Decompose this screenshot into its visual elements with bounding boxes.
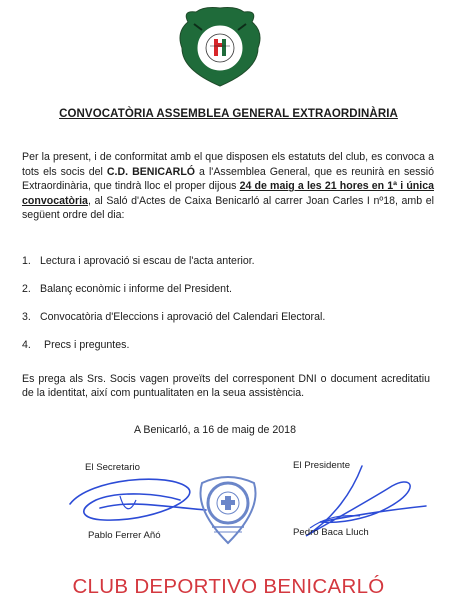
agenda-item-text: Convocatòria d'Eleccions i aprovació del Calendari Electoral. [40, 311, 326, 323]
closing-paragraph: Es prega als Srs. Socis vagen proveïts del corresponent DNI o document acreditatiu de la identitat, així com puntualitaten en la seua assistència. [22, 373, 430, 399]
secretary-name: Pablo Ferrer Añó [88, 530, 161, 541]
agenda-item-number: 3. [22, 311, 31, 323]
agenda-item-text: Lectura i aprovació si escau de l'acta anterior. [40, 255, 255, 267]
document-title: CONVOCATÒRIA ASSEMBLEA GENERAL EXTRAORDINÀRIA [59, 108, 398, 120]
agenda-item [22, 254, 442, 282]
agenda-item [22, 282, 442, 310]
agenda-list [22, 254, 442, 366]
agenda-item-number: 1. [22, 255, 31, 267]
meeting-date: 24 de maig a les 21 hores en 1ª i única convocatòria [22, 180, 434, 207]
intro-text-start: Per la present, i de conformitat amb el que disposen els estatuts del club, es convoca a tots els socis del [22, 151, 434, 178]
intro-text-end: , al Saló d'Actes de Caixa Benicarló al carrer Joan Carles I nº18, amb el següent ordre del dia: [22, 194, 434, 222]
secretary-signature [60, 470, 210, 530]
club-name: C.D. BENICARLÓ [106, 165, 196, 178]
club-crest-logo [174, 4, 266, 88]
agenda-item-number: 4. [22, 339, 31, 351]
secretary-stamp [192, 469, 264, 547]
agenda-item-number: 2. [22, 283, 31, 295]
place-and-date: A Benicarló, a 16 de maig de 2018 [134, 424, 296, 436]
footer-club-name: CLUB DEPORTIVO BENICARLÓ [72, 575, 385, 598]
agenda-item-text: Precs i preguntes. [44, 339, 130, 351]
intro-text-middle: a l'Assemblea General, que es reunirà en sessió Extraordinària, que tindrà lloc el proper dijous [22, 165, 434, 193]
president-role: El Presidente [293, 460, 351, 471]
agenda-item [22, 310, 442, 338]
secretary-role: El Secretario [85, 462, 140, 473]
agenda-item-text: Balanç econòmic i informe del President. [40, 283, 232, 295]
president-name: Pedro Baca Lluch [293, 527, 369, 538]
agenda-item [22, 338, 442, 366]
intro-paragraph [22, 150, 434, 223]
